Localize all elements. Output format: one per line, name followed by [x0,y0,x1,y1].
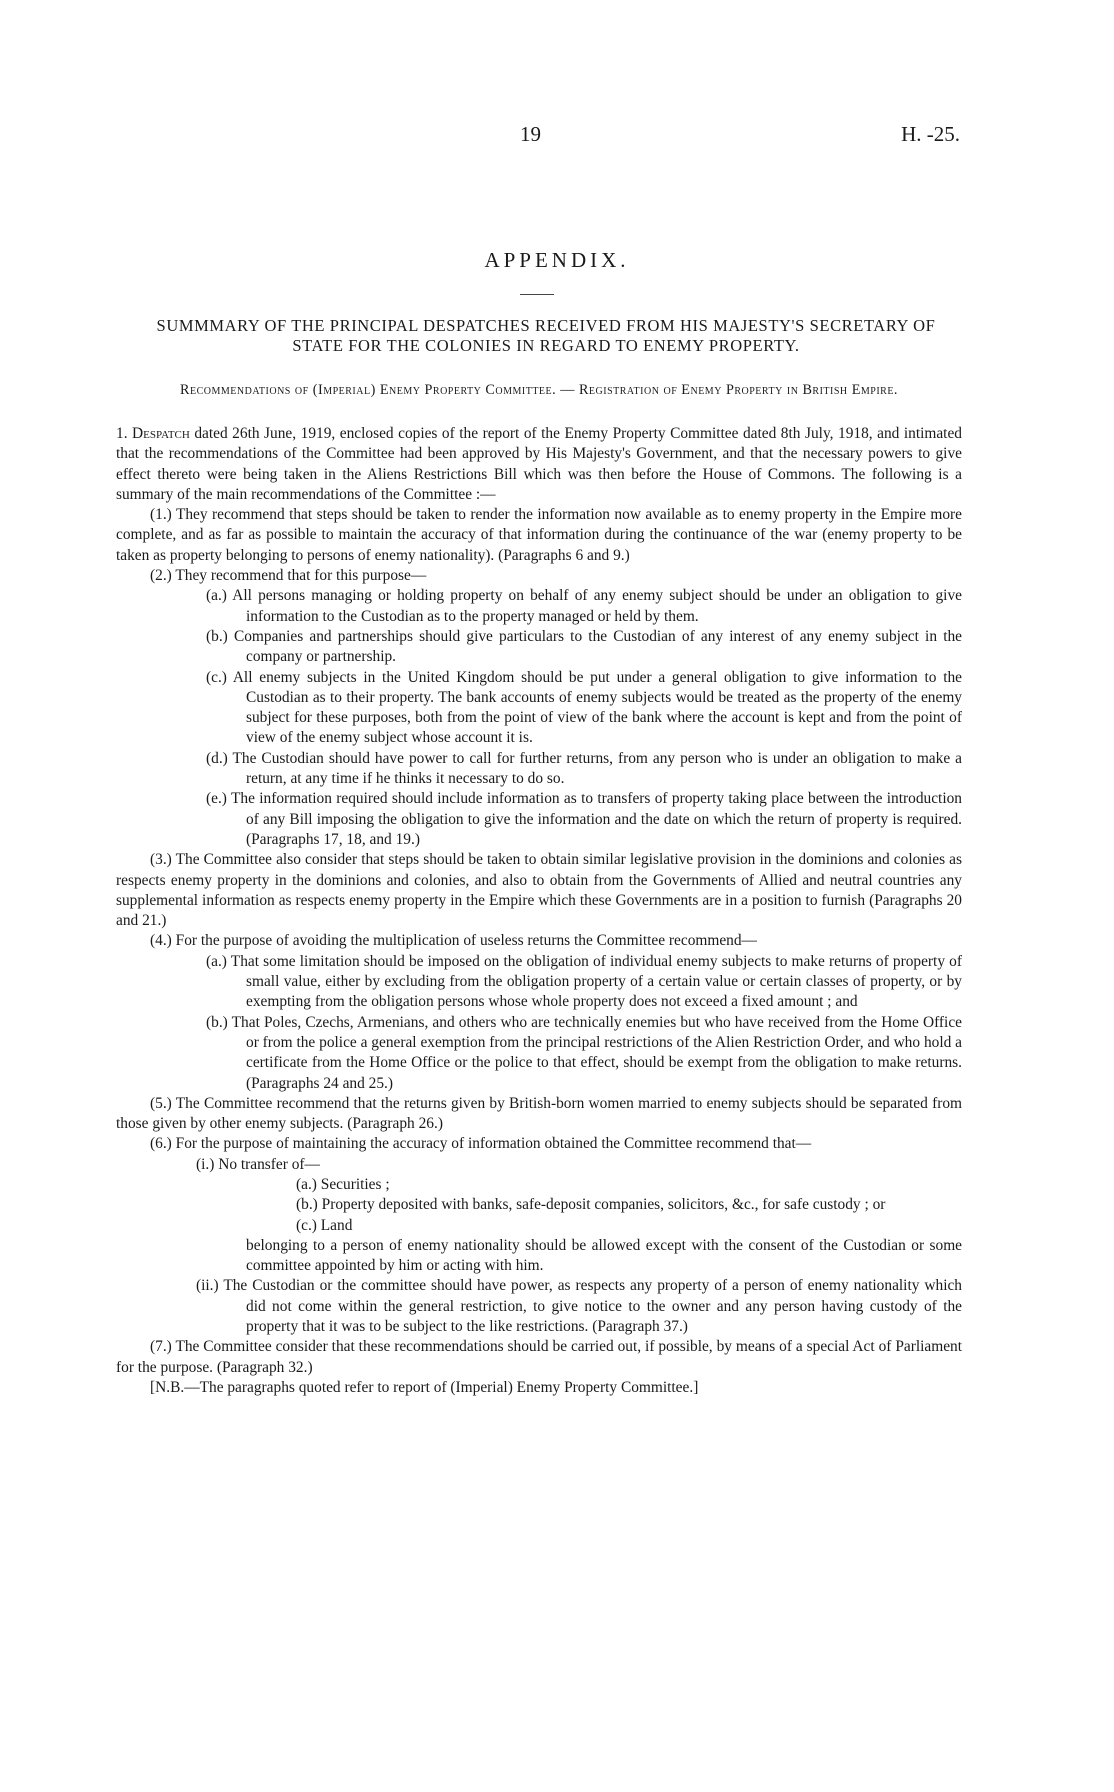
page-header [0,122,1114,152]
intro-paragraph [116,424,962,505]
recommendation-6i-a: (a.) Securities ; [296,1175,390,1193]
recommendation-6i-continuation: belonging to a person of enemy nationality should be allowed except with the consent of the Custodian or some committee appointed by him or acting with him. [246,1236,962,1275]
document-reference: H. -25. [901,122,960,146]
recommendation-4a: (a.) That some limitation should be imposed on the obligation of individual enemy subjects to make returns of property of small value, either by excluding from the obligation property of a certain value or certain classes of property, or by exempting from the obligation persons whose whole property does not exceed a fixed amount ; and [206,952,962,1011]
recommendation-6i: (i.) No transfer of— [196,1155,320,1173]
recommendation-2: (2.) They recommend that for this purpose— [150,567,427,585]
recommendation-7: (7.) The Committee consider that these recommendations should be carried out, if possible, by means of a special Act of Parliament for the purpose. (Paragraph 32.) [116,1338,962,1376]
recommendation-6i-c: (c.) Land [296,1216,353,1234]
title-rule [520,294,554,295]
recommendation-2c: (c.) All enemy subjects in the United Kingdom should be put under a general obligation to give information to the Custodian as to their property. The bank accounts of enemy subjects would be treated as the property of the enemy subject for these purposes, both from the point of view of the bank where the account is kept and from the point of view of the enemy subject whose account it is. [206,668,962,747]
nb-note: [N.B.—The paragraphs quoted refer to report of (Imperial) Enemy Property Committee.] [150,1378,699,1396]
recommendation-2a: (a.) All persons managing or holding property on behalf of any enemy subject should be under an obligation to give information to the Custodian as to the property managed or held by them. [206,587,962,625]
recommendation-6ii: (ii.) The Custodian or the committee should have power, as respects any property of a person of enemy nationality which did not come within the general restriction, to give notice to the owner and any person having custody of the property that it was to be subject to the like restrictions. (Paragraph 37.) [196,1277,962,1336]
document-body [116,424,962,1398]
appendix-title: APPENDIX. [484,248,630,272]
intro-text: dated 26th June, 1919, enclosed copies of the report of the Enemy Property Committee dated 8th July, 1918, and intimated that the recommendations of the Committee had been approved by His Majesty's Government, and that the necessary powers to give effect thereto were being taken in the Aliens Restrictions Bill which was then before the House of Commons. The following is a summary of the main recommendations of the Committee :— [116,425,962,503]
recommendation-2b: (b.) Companies and partnerships should give particulars to the Custodian of any interest of any enemy subject in the company or partnership. [206,627,962,666]
section-subheading: Recommendations of (Imperial) Enemy Property Committee. — Registration of Enemy Property in British Empire. [180,382,898,398]
recommendation-2e: (e.) The information required should include information as to transfers of property taking place between the introduction of any Bill imposing the obligation to give the information and the date on which the return of property is required. (Paragraphs 17, 18, and 19.) [206,790,962,848]
recommendation-4: (4.) For the purpose of avoiding the multiplication of useless returns the Committee recommend— [150,932,757,950]
intro-lead: 1. Despatch [116,425,190,442]
recommendation-2d: (d.) The Custodian should have power to call for further returns, from any person who is under an obligation to make a return, at any time if he thinks it necessary to do so. [206,749,962,788]
page-number: 19 [520,122,541,146]
recommendation-5: (5.) The Committee recommend that the returns given by British-born women married to enemy subjects should be separated from those given by other enemy subjects. (Paragraph 26.) [116,1094,962,1133]
document-title: SUMMMARY OF THE PRINCIPAL DESPATCHES RECEIVED FROM HIS MAJESTY'S SECRETARY OF STATE FOR THE COLONIES IN REGARD TO ENEMY PROPERTY. [156,316,936,355]
recommendation-6: (6.) For the purpose of maintaining the accuracy of information obtained the Committee recommend that— [150,1135,812,1153]
recommendation-6i-b: (b.) Property deposited with banks, safe-deposit companies, solicitors, &c., for safe custody ; or [296,1196,886,1214]
recommendation-4b: (b.) That Poles, Czechs, Armenians, and others who are technically enemies but who have received from the Home Office or from the police a general exemption from the principal restrictions of the Alien Restriction Order, and who hold a certificate from the Home Office or the police to that effect, should be exempt from the obligation to make returns. (Paragraphs 24 and 25.) [206,1013,962,1092]
recommendation-3: (3.) The Committee also consider that steps should be taken to obtain similar legislative provision in the dominions and colonies as respects enemy property in the dominions and colonies, and also to obtain from the Governments of Allied and neutral countries any supplemental information as respects enemy property in the Empire which these Governments are in a position to furnish (Paragraphs 20 and 21.) [116,851,962,930]
recommendation-1: (1.) They recommend that steps should be taken to render the information now available as to enemy property in the Empire more complete, and as far as possible to maintain the accuracy of that information during the continuance of the war (enemy property to be taken as property belonging to persons of enemy nationality). (Paragraphs 6 and 9.) [116,506,962,564]
